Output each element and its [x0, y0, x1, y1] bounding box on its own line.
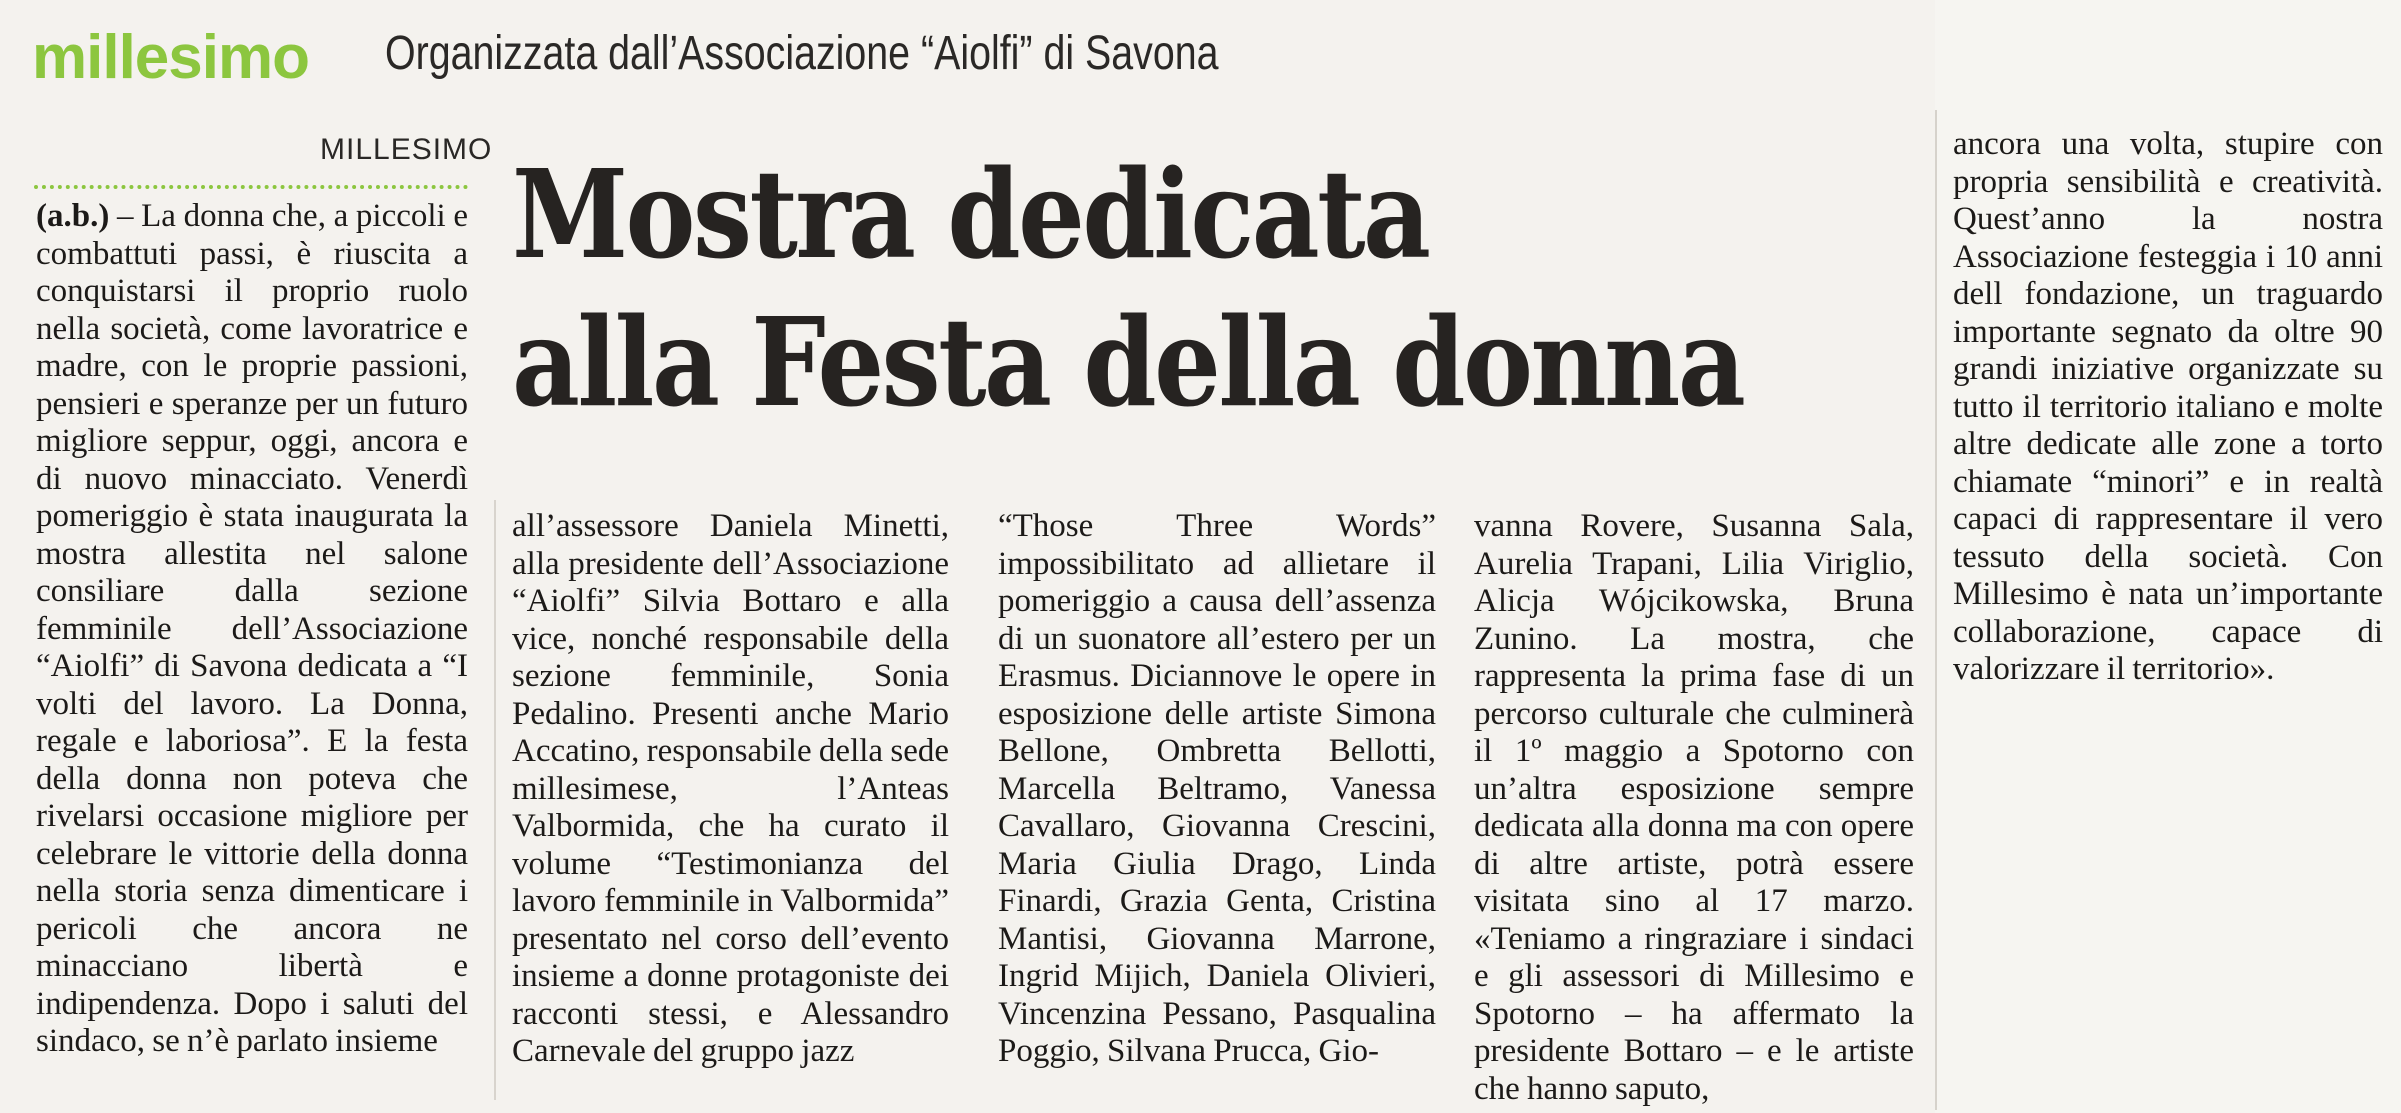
headline-line-2: alla Festa della donna [512, 290, 1744, 434]
overline: Organizzata dall’Associazione “Aiolfi” di Savona [385, 27, 1219, 80]
column-2-text: all’assessore Daniela Minetti, alla presidente dell’Associazione “Aiolfi” Silvia Bottaro e alla vice, nonché responsabile della sezione femminile, Sonia Pedalino. Presenti anche Mario Accatino, responsabile della sede millesimese, l’Anteas Valbormida, che ha curato il volume “Testimonianza del lavoro femminile in Valbormida” presentato nel corso dell’evento insieme a donne protagoniste dei racconti stessi, e Alessandro Carnevale del gruppo jazz [512, 508, 949, 1069]
column-5-text: ancora una volta, stupire con propria sensibilità e creatività. Quest’anno la nostra Associazione festeggia i 10 anni dell fondazione, un traguardo importante segnato da oltre 90 grandi iniziative organizzate su tutto il territorio italiano e molte altre dedicate alle zone a torto chiamate “minori” e in realtà capaci di rappresentare il vero tessuto della società. Con Millesimo è nata un’importante collaborazione, capace di valorizzare il territorio». [1953, 126, 2383, 687]
article-column-4 [1474, 508, 1914, 1108]
dotted-divider [34, 185, 468, 189]
column-1-text: – La donna che, a piccoli e combattuti passi, è riuscita a conquistarsi il proprio ruolo nella società, come lavoratrice e madre, con le proprie passioni, pensieri e speranze per un futuro migliore seppur, oggi, ancora e di nuovo minacciato. Venerdì pomeriggio è stata inaugurata la mostra allestita nel salone consiliare dalla sezione femminile dell’Associazione “Aiolfi” di Savona dedicata a “I volti del lavoro. La Donna, regale e laboriosa”. E la festa della donna non poteva che rivelarsi occasione migliore per celebrare le vittorie della donna nella storia senza dimenticare i pericoli che ancora ne minacciano libertà e indipendenza. Dopo i saluti del sindaco, se n’è parlato insieme [36, 198, 468, 1059]
headline-line-1: Mostra dedicata [512, 142, 1429, 286]
column-divider [1935, 110, 1937, 1110]
byline: (a.b.) [36, 198, 110, 234]
article-column-1 [36, 198, 468, 1061]
section-kicker: millesimo [32, 23, 309, 92]
article-column-5 [1953, 126, 2383, 689]
section-label: MILLESIMO [320, 133, 493, 166]
column-3-text: “Those Three Words” impossibilitato ad allietare il pomeriggio a causa dell’assenza di un suonatore all’estero per un Erasmus. Diciannove le opere in esposizione delle artiste Simona Bellone, Ombretta Bellotti, Marcella Beltramo, Vanessa Cavallaro, Giovanna Crescini, Maria Giulia Drago, Linda Finardi, Grazia Genta, Cristina Mantisi, Giovanna Marrone, Ingrid Mijich, Daniela Olivieri, Vincenzina Pessano, Pasqualina Poggio, Silvana Prucca, Gio- [998, 508, 1436, 1069]
headline [512, 140, 1743, 436]
column-4-text: vanna Rovere, Susanna Sala, Aurelia Trapani, Lilia Viriglio, Alicja Wójcikowska, Bruna Zunino. La mostra, che rappresenta la prima fase di un percorso culturale che culminerà il 1º maggio a Spotorno con un’altra esposizione sempre dedicata alla donna ma con opere di altre artiste, potrà essere visitata sino al 17 marzo. «Teniamo a ringraziare i sindaci e gli assessori di Millesimo e Spotorno – ha affermato la presidente Bottaro – e le artiste che hanno saputo, [1474, 508, 1914, 1107]
article-column-3 [998, 508, 1436, 1071]
article-column-2 [512, 508, 949, 1071]
column-divider [494, 500, 496, 1100]
